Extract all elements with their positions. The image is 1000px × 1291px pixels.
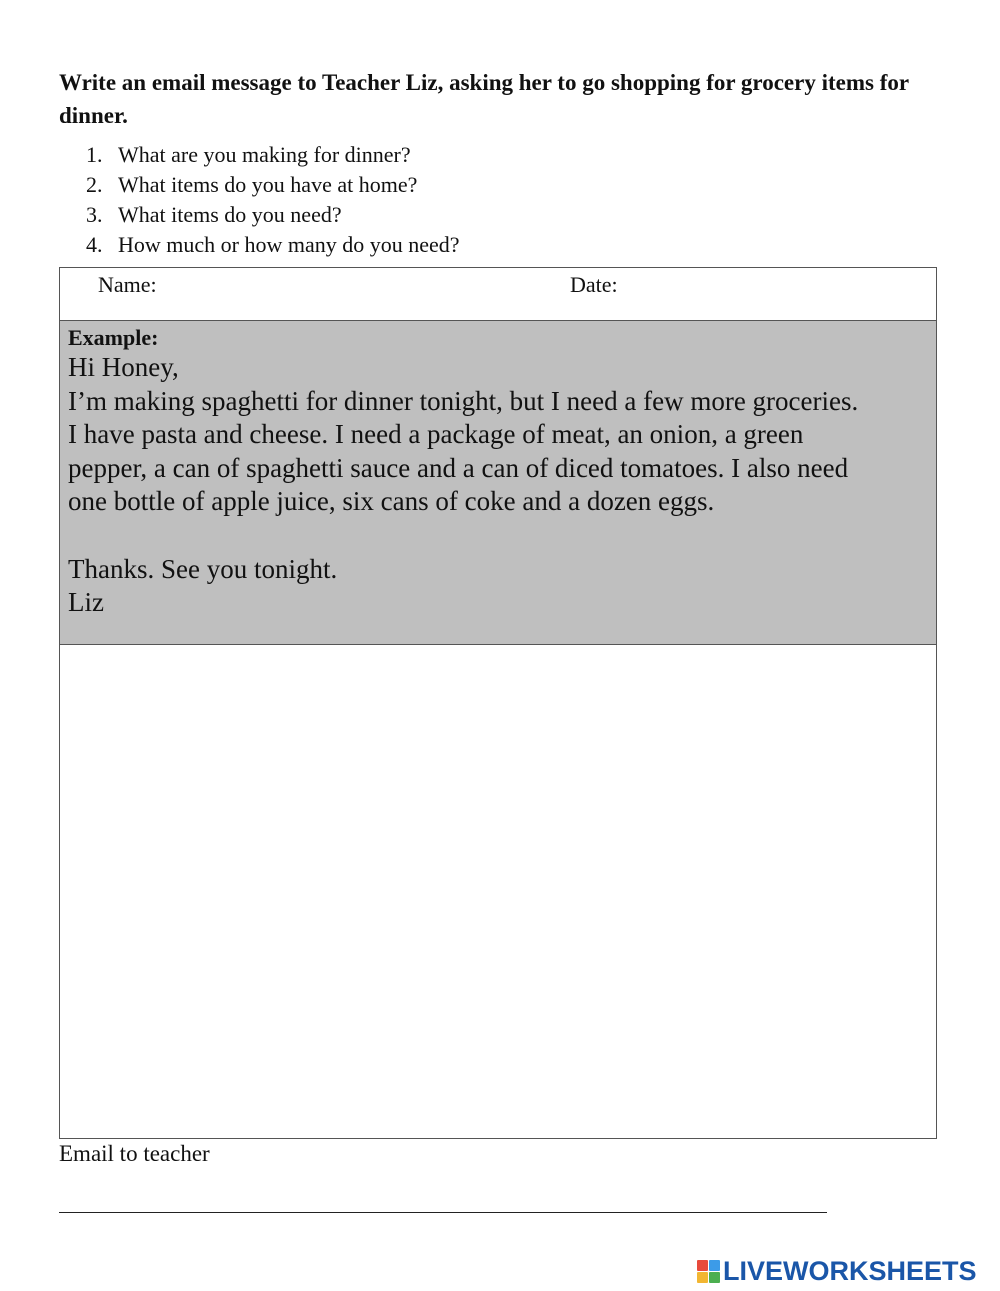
letter-line: one bottle of apple juice, six cans of coke and a dozen eggs. bbox=[68, 486, 715, 516]
email-answer-area[interactable] bbox=[60, 645, 936, 1138]
list-item bbox=[86, 140, 460, 170]
example-label: Example: bbox=[68, 325, 159, 350]
letter-signature: Liz bbox=[68, 587, 104, 617]
worksheet-table bbox=[59, 267, 937, 1139]
liveworksheets-logo bbox=[697, 1253, 977, 1289]
list-item bbox=[86, 230, 460, 260]
date-label: Date: bbox=[570, 272, 618, 297]
question-number: 4. bbox=[86, 232, 103, 257]
name-date-row bbox=[60, 268, 936, 321]
letter-greeting: Hi Honey, bbox=[68, 352, 179, 382]
question-text: How much or how many do you need? bbox=[118, 232, 460, 257]
logo-block bbox=[709, 1272, 720, 1283]
example-box bbox=[60, 321, 936, 645]
letter-line: I’m making spaghetti for dinner tonight, but I need a few more groceries. bbox=[68, 385, 859, 416]
question-number: 2. bbox=[86, 172, 103, 197]
example-letter bbox=[68, 351, 928, 620]
email-to-teacher-label: Email to teacher bbox=[59, 1141, 210, 1166]
question-text: What items do you need? bbox=[118, 202, 342, 227]
letter-closing: Thanks. See you tonight. bbox=[68, 553, 338, 584]
logo-block bbox=[697, 1272, 708, 1283]
logo-text: LIVEWORKSHEETS bbox=[723, 1255, 977, 1286]
letter-spacer bbox=[68, 519, 928, 553]
question-number: 3. bbox=[86, 202, 103, 227]
letter-line: pepper, a can of spaghetti sauce and a can of diced tomatoes. I also need bbox=[68, 452, 849, 483]
logo-block bbox=[709, 1260, 720, 1271]
letter-line: I have pasta and cheese. I need a package of meat, an onion, a green bbox=[68, 419, 804, 449]
logo-blocks-icon bbox=[697, 1260, 720, 1283]
logo-block bbox=[697, 1260, 708, 1271]
instruction-heading: Write an email message to Teacher Liz, asking her to go shopping for grocery items for dinner. bbox=[59, 70, 909, 128]
list-item bbox=[86, 200, 460, 230]
question-number: 1. bbox=[86, 142, 103, 167]
name-label: Name: bbox=[98, 272, 157, 297]
email-input-line[interactable] bbox=[59, 1212, 827, 1213]
question-text: What are you making for dinner? bbox=[118, 142, 411, 167]
list-item bbox=[86, 170, 460, 200]
question-list bbox=[86, 140, 460, 260]
question-text: What items do you have at home? bbox=[118, 172, 418, 197]
